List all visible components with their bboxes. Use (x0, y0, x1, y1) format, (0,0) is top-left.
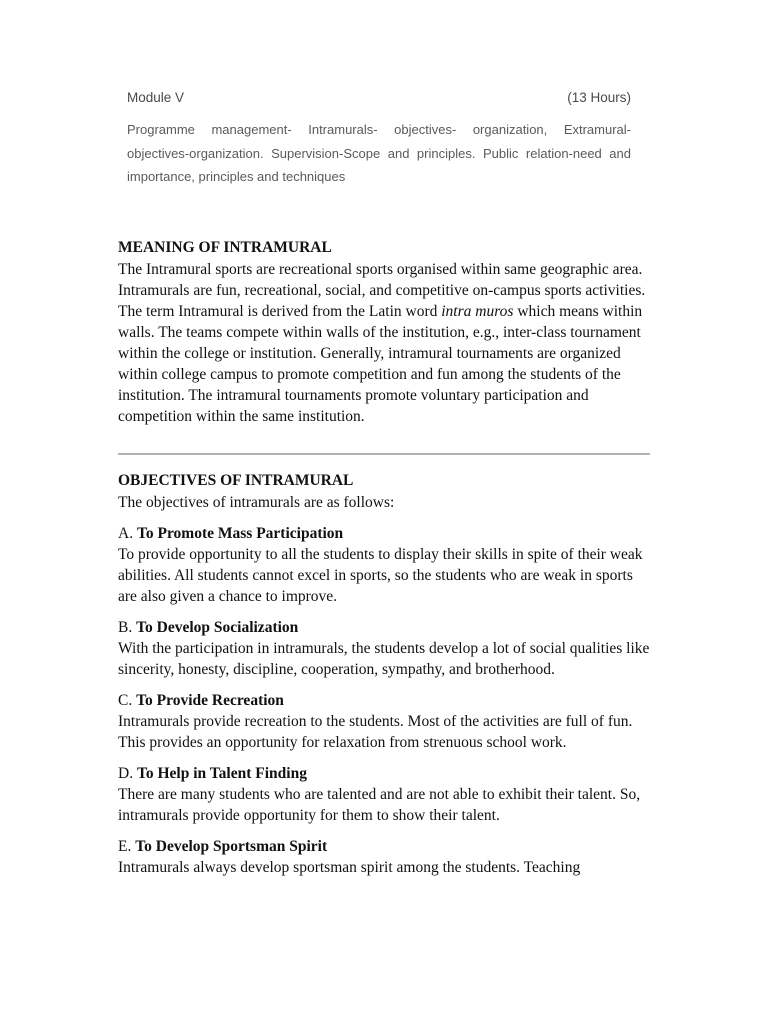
meaning-text-before: The Intramural sports are recreational sports organised within same geographic area. Intramurals are fun, recreational, social, and competitive on-campus sports activities. The term Intramural is derived from the Latin word (118, 261, 646, 320)
objective-label: To Help in Talent Finding (136, 765, 307, 782)
objectives-heading: OBJECTIVES OF INTRAMURAL (118, 472, 354, 489)
objective-title (118, 836, 650, 857)
objective-text: There are many students who are talented and are not able to exhibit their talent. So, intramurals provide opportunity for them to show their talent. (118, 786, 641, 824)
objective-item (118, 836, 650, 878)
objective-label: To Provide Recreation (136, 692, 284, 709)
objective-letter: C. (118, 692, 133, 709)
objective-label: To Develop Socialization (136, 619, 299, 636)
objective-letter: E. (118, 838, 132, 855)
objective-label: To Develop Sportsman Spirit (135, 838, 328, 855)
main-content (118, 237, 650, 878)
meaning-paragraph (118, 259, 650, 427)
objective-title (118, 763, 650, 784)
objective-item (118, 690, 650, 753)
meaning-section (118, 237, 650, 427)
objective-title (118, 617, 650, 638)
objectives-section (118, 470, 650, 878)
section-divider (118, 453, 650, 455)
objective-item (118, 523, 650, 607)
meaning-text-after: which means within walls. The teams compete within walls of the institution, e.g., inter-class tournament within the college or institution. Generally, intramural tournaments are organized within college campus to promote competition and fun among the students of the institution. The intramural tournaments promote voluntary participation and competition within the same institution. (118, 303, 643, 425)
module-header (127, 88, 631, 202)
objective-text: With the participation in intramurals, the students develop a lot of social qualities like sincerity, honesty, discipline, cooperation, sympathy, and brotherhood. (118, 640, 650, 678)
objective-title (118, 523, 650, 544)
objective-item (118, 617, 650, 680)
objective-letter: D. (118, 765, 134, 782)
module-hours: (13 Hours) (567, 90, 631, 105)
meaning-heading: MEANING OF INTRAMURAL (118, 239, 332, 256)
objective-text: To provide opportunity to all the students to display their skills in spite of their weak abilities. All students cannot excel in sports, so the students who are weak in sports are also given a chance to improve. (118, 546, 643, 605)
objective-text: Intramurals provide recreation to the students. Most of the activities are full of fun. This provides an opportunity for relaxation from strenuous school work. (118, 713, 633, 751)
objective-text: Intramurals always develop sportsman spirit among the students. Teaching (118, 859, 581, 876)
module-title: Module V (127, 90, 185, 105)
objective-title (118, 690, 650, 711)
module-title-row (127, 88, 631, 108)
objectives-intro: The objectives of intramurals are as follows: (118, 494, 395, 511)
objective-item (118, 763, 650, 826)
objective-letter: A. (118, 525, 134, 542)
latin-term: intra muros (441, 303, 514, 320)
module-description: Programme management- Intramurals- objectives- organization, Extramural- objectives-organization. Supervision-Scope and principles. Public relation-need and importance, principles and techniques (127, 122, 631, 184)
objective-letter: B. (118, 619, 133, 636)
objective-label: To Promote Mass Participation (136, 525, 344, 542)
